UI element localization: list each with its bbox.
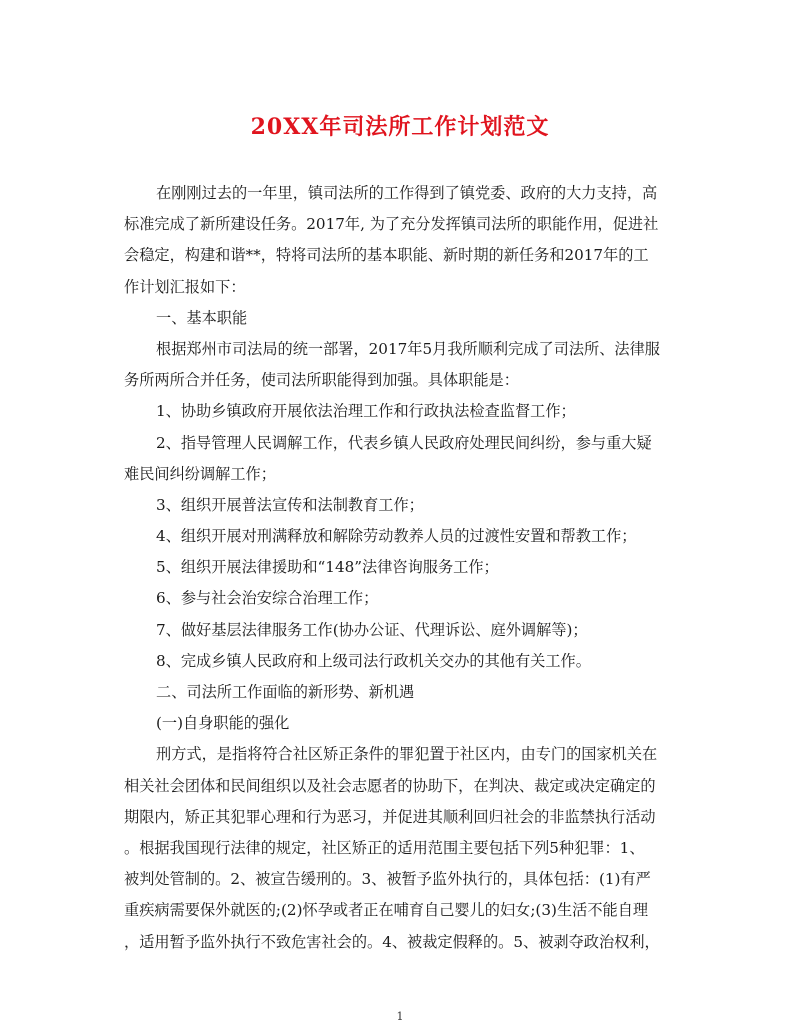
list-item: 8、完成乡镇人民政府和上级司法行政机关交办的其他有关工作。: [156, 651, 591, 670]
list-item: 7、做好基层法律服务工作(协办公证、代理诉讼、庭外调解等)；: [156, 620, 588, 639]
paragraph-line: 作计划汇报如下：: [124, 277, 246, 296]
paragraph-line: 。根据我国现行法律的规定，社区矫正的适用范围主要包括下列5种犯罪：1、: [124, 838, 645, 857]
document-title: 20XX年司法所工作计划范文: [250, 114, 550, 140]
paragraph-line: 在刚刚过去的一年里，镇司法所的工作得到了镇党委、政府的大力支持，高: [156, 184, 658, 202]
list-item-continuation: 难民间纠纷调解工作；: [124, 464, 276, 483]
document-body: [124, 178, 676, 958]
paragraph-line: 相关社会团体和民间组织以及社会志愿者的协助下，在判决、裁定或决定确定的: [124, 776, 656, 795]
section-heading: 一、基本职能: [156, 308, 248, 327]
list-item: 1、协助乡镇政府开展依法治理工作和行政执法检查监督工作；: [156, 402, 576, 421]
paragraph-line: 期限内，矫正其犯罪心理和行为恶习，并促进其顺利回归社会的非监禁执行活动: [124, 807, 656, 826]
paragraph-line: 务所两所合并任务，使司法所职能得到加强。具体职能是：: [124, 371, 519, 390]
list-item: 6、参与社会治安综合治理工作；: [156, 589, 379, 608]
list-item: 5、组织开展法律援助和“148”法律咨询服务工作；: [156, 558, 499, 577]
paragraph-line: 会稳定，构建和谐**，特将司法所的基本职能、新时期的新任务和2017年的工: [124, 246, 649, 265]
paragraph-line: 标准完成了新所建设任务。2017年, 为了充分发挥镇司法所的职能作用，促进社: [124, 215, 659, 234]
list-item: 3、组织开展普法宣传和法制教育工作；: [156, 495, 424, 514]
paragraph-line: ，适用暂予监外执行不致危害社会的。4、被裁定假释的。5、被剥夺政治权利，: [124, 932, 660, 951]
page-number: 1: [396, 1010, 404, 1023]
list-item: 2、指导管理人民调解工作，代表乡镇人民政府处理民间纠纷，参与重大疑: [156, 433, 652, 452]
section-heading: 二、司法所工作面临的新形势、新机遇: [156, 683, 415, 701]
subsection-heading: (一)自身职能的强化: [156, 714, 290, 733]
paragraph-line: 刑方式，是指将符合社区矫正条件的罪犯置于社区内，由专门的国家机关在: [156, 745, 658, 764]
paragraph-line: 重疾病需要保外就医的;(2)怀孕或者正在哺育自己婴儿的妇女;(3)生活不能自理: [124, 901, 649, 920]
paragraph-line: 根据郑州市司法局的统一部署，2017年5月我所顺利完成了司法所、法律服: [156, 339, 660, 358]
paragraph-line: 被判处管制的。2、被宣告缓刑的。3、被暂予监外执行的，具体包括：(1)有严: [124, 870, 651, 889]
list-item: 4、组织开展对刑满释放和解除劳动教养人员的过渡性安置和帮教工作；: [156, 527, 637, 546]
